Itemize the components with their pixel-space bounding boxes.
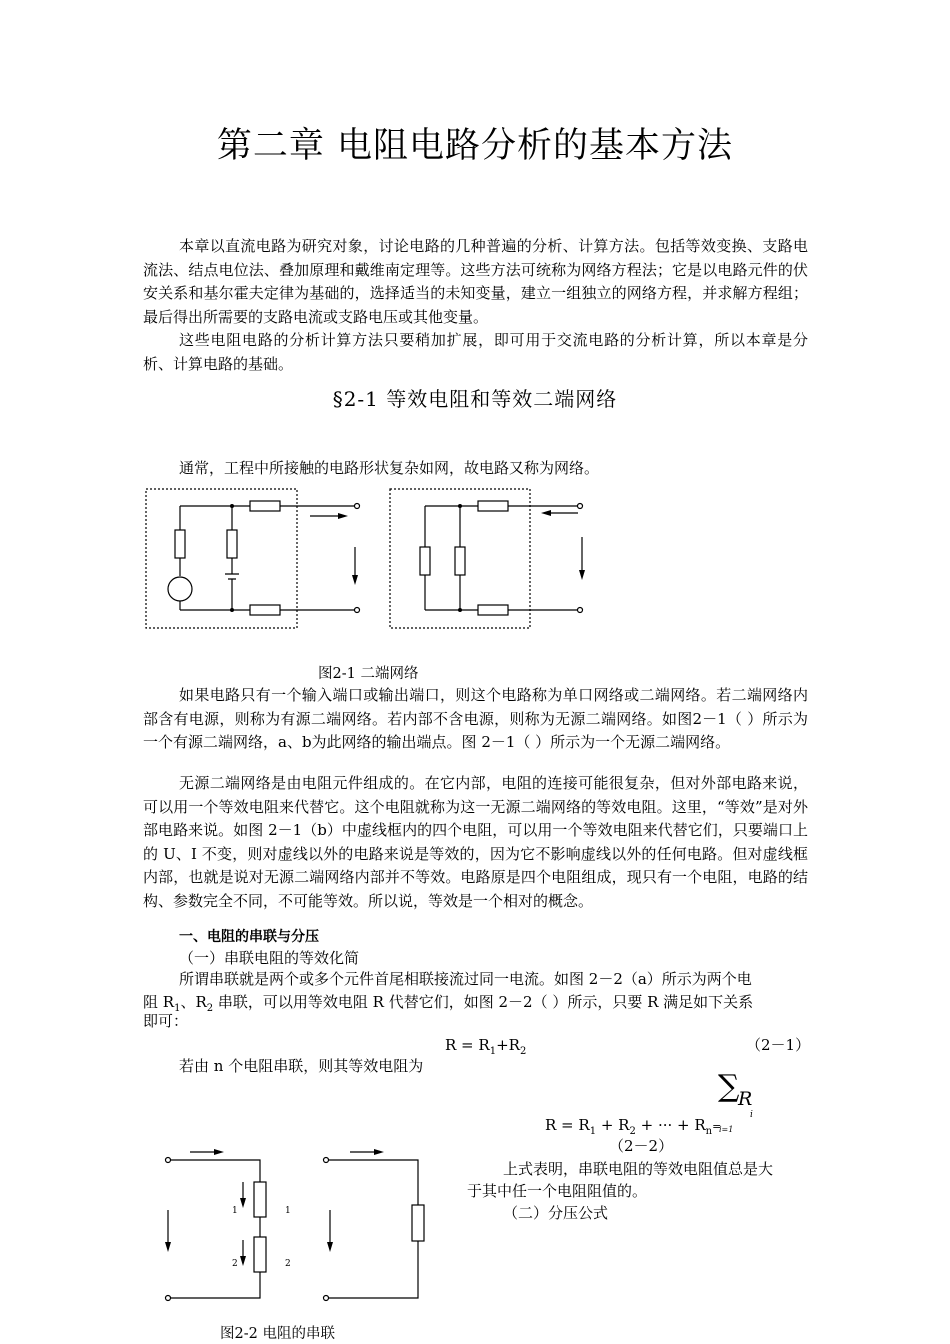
- paragraph-series-line-1: 所谓串联就是两个或多个元件首尾相联接流过同一电流。如图 2－2（a）所示为两个电: [179, 970, 752, 988]
- subsection-voltage-divider: （二）分压公式: [503, 1204, 609, 1222]
- sigma-lower-limit: i=1: [719, 1125, 734, 1134]
- paragraph-series-line-3: 即可：: [143, 1012, 189, 1030]
- intro-paragraph-2: 这些电阻电路的分析计算方法只要稍加扩展，即可用于交流电路的分析计算，所以本章是分析、计算电路的基础。: [143, 331, 808, 373]
- equation-2-1-label: （2－1）: [746, 1036, 811, 1054]
- section-heading: §2-1 等效电阻和等效二端网络: [332, 387, 618, 411]
- equation-2-2: $R = R_1 + R_2$ + ··· + $R_n=$: [545, 1116, 722, 1137]
- series-circuit: [168, 1152, 266, 1298]
- figure-2-2-caption: 图2-2 电阻的串联: [220, 1326, 335, 1342]
- sigma-symbol: ∑: [718, 1069, 740, 1104]
- paragraph-equivalent-resistance: 无源二端网络是由电阻元件组成的。在它内部，电阻的连接可能很复杂，但对外部电路来说，可以用一个等效电阻来代替它。这个电阻就称为这一无源二端网络的等效电阻。这里，“等效”是对外部电路来说。如图 2－1（b）中虚线框内的四个电阻，可以用一个等效电阻来代替它们，只要端口上的 U、I 不变，则对虚线以外的电路来说是等效的，因为它不影响虚线以外的任何电路。但对虚线框内部，也就是说对无源二端网络内部并不等效。电路原是四个电阻组成，现只有一个电阻，电路的结构、参数完全不同，不可能等效。所以说，等效是一个相对的概念。: [143, 774, 808, 910]
- sigma-term-index: i: [750, 1110, 753, 1120]
- paragraph-two-port-definition: 如果电路只有一个输入端口或输出端口，则这个电路称为单口网络或二端网络。若二端网络内部含有电源，则称为有源二端网络。若内部不含电源，则称为无源二端网络。如图2－1（ ）所示为一个有源二端网络，a、b为此网络的输出端点。图 2－1（ ）所示为一个无源二端网络。: [143, 686, 808, 751]
- paragraph-n-resistors: 若由 n 个电阻串联，则其等效电阻为: [179, 1057, 424, 1075]
- paragraph-conclusion-line-2: 于其中任一个电阻阻值的。: [467, 1182, 648, 1200]
- section-lead: 通常，工程中所接触的电路形状复杂如网，故电路又称为网络。: [179, 459, 600, 477]
- r1-label-right: 1: [285, 1206, 291, 1216]
- equation-2-2-label: （2－2）: [609, 1137, 674, 1155]
- subsection-heading-series: 一、电阻的串联与分压: [179, 929, 319, 945]
- sigma-term-r: R: [738, 1088, 753, 1110]
- r2-label-right: 2: [285, 1259, 291, 1269]
- page-title: 第二章 电阻电路分析的基本方法: [216, 126, 734, 166]
- r1-label-left: 1: [232, 1206, 238, 1216]
- paragraph-conclusion-line-1: 上式表明，串联电阻的等效电阻值总是大: [503, 1160, 774, 1178]
- figure-2-1-caption: 图2-1 二端网络: [318, 666, 419, 682]
- paragraph-series-line-2: 阻 $R_1$、$R_2$ 串联，可以用等效电阻 R 代替它们，如图 2－2（ ）所示，只要 R 满足如下关系: [143, 993, 754, 1014]
- intro-paragraph-1: 本章以直流电路为研究对象，讨论电路的几种普遍的分析、计算方法。包括等效变换、支路电流法、结点电位法、叠加原理和戴维南定理等。这些方法可统称为网络方程法；它是以电路元件的伏安关系和基尔霍夫定律为基础的，选择适当的未知变量，建立一组独立的网络方程，并求解方程组；最后得出所需要的支路电流或支路电压或其他变量。: [143, 237, 808, 326]
- r2-label-left: 2: [232, 1259, 238, 1269]
- subsection-series-simplification: （一）串联电阻的等效化简: [179, 949, 360, 967]
- equivalent-circuit: [328, 1152, 424, 1298]
- equation-2-1: $R = R_1+R_2$: [445, 1036, 527, 1057]
